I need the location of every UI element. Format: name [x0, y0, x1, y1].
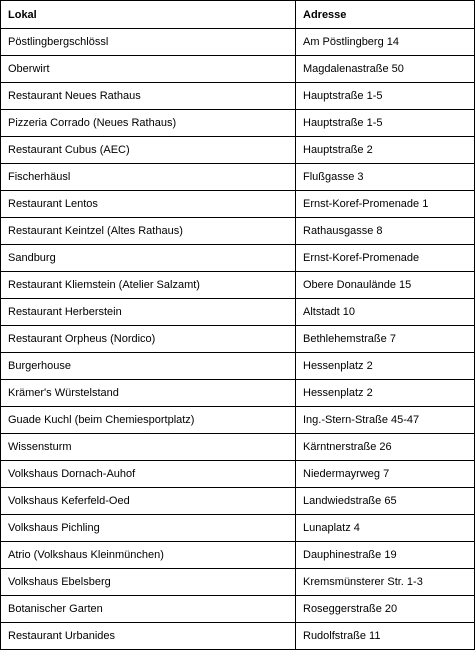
cell-lokal: Volkshaus Keferfeld-Oed: [1, 488, 296, 515]
cell-adresse: Rathausgasse 8: [296, 218, 475, 245]
cell-lokal: Restaurant Urbanides: [1, 623, 296, 650]
table-row: [1, 623, 475, 650]
table-row: [1, 407, 475, 434]
cell-lokal: Volkshaus Ebelsberg: [1, 569, 296, 596]
cell-lokal: Volkshaus Pichling: [1, 515, 296, 542]
cell-lokal: Wissensturm: [1, 434, 296, 461]
table-row: [1, 434, 475, 461]
cell-adresse: Hessenplatz 2: [296, 353, 475, 380]
cell-lokal: Fischerhäusl: [1, 164, 296, 191]
cell-lokal: Botanischer Garten: [1, 596, 296, 623]
cell-adresse: Altstadt 10: [296, 299, 475, 326]
cell-adresse: Bethlehemstraße 7: [296, 326, 475, 353]
table-row: [1, 515, 475, 542]
table-row: [1, 299, 475, 326]
cell-lokal: Restaurant Neues Rathaus: [1, 83, 296, 110]
cell-adresse: Hessenplatz 2: [296, 380, 475, 407]
cell-adresse: Rudolfstraße 11: [296, 623, 475, 650]
cell-adresse: Obere Donaulände 15: [296, 272, 475, 299]
cell-adresse: Magdalenastraße 50: [296, 56, 475, 83]
cell-adresse: Kärntnerstraße 26: [296, 434, 475, 461]
cell-lokal: Pöstlingbergschlössl: [1, 29, 296, 56]
table-header-row: [1, 1, 475, 29]
cell-lokal: Volkshaus Dornach-Auhof: [1, 461, 296, 488]
table-row: [1, 569, 475, 596]
table-row: [1, 326, 475, 353]
header-lokal: Lokal: [1, 1, 296, 29]
cell-lokal: Burgerhouse: [1, 353, 296, 380]
table-row: [1, 110, 475, 137]
table-row: [1, 218, 475, 245]
cell-adresse: Hauptstraße 1-5: [296, 110, 475, 137]
table-row: [1, 29, 475, 56]
cell-lokal: Restaurant Lentos: [1, 191, 296, 218]
cell-lokal: Atrio (Volkshaus Kleinmünchen): [1, 542, 296, 569]
table-row: [1, 272, 475, 299]
table-row: [1, 596, 475, 623]
cell-lokal: Guade Kuchl (beim Chemiesportplatz): [1, 407, 296, 434]
cell-adresse: Dauphinestraße 19: [296, 542, 475, 569]
cell-adresse: Ernst-Koref-Promenade: [296, 245, 475, 272]
cell-adresse: Landwiedstraße 65: [296, 488, 475, 515]
cell-lokal: Restaurant Keintzel (Altes Rathaus): [1, 218, 296, 245]
cell-adresse: Hauptstraße 2: [296, 137, 475, 164]
table-row: [1, 353, 475, 380]
cell-adresse: Hauptstraße 1-5: [296, 83, 475, 110]
table-row: [1, 83, 475, 110]
cell-lokal: Oberwirt: [1, 56, 296, 83]
cell-adresse: Roseggerstraße 20: [296, 596, 475, 623]
header-adresse: Adresse: [296, 1, 475, 29]
table-row: [1, 488, 475, 515]
cell-adresse: Kremsmünsterer Str. 1-3: [296, 569, 475, 596]
cell-adresse: Flußgasse 3: [296, 164, 475, 191]
cell-lokal: Restaurant Herberstein: [1, 299, 296, 326]
table-row: [1, 542, 475, 569]
cell-adresse: Ing.-Stern-Straße 45-47: [296, 407, 475, 434]
table-row: [1, 56, 475, 83]
table-row: [1, 245, 475, 272]
cell-lokal: Krämer's Würstelstand: [1, 380, 296, 407]
cell-adresse: Ernst-Koref-Promenade 1: [296, 191, 475, 218]
cell-lokal: Sandburg: [1, 245, 296, 272]
cell-adresse: Am Pöstlingberg 14: [296, 29, 475, 56]
table-row: [1, 164, 475, 191]
cell-lokal: Pizzeria Corrado (Neues Rathaus): [1, 110, 296, 137]
cell-adresse: Lunaplatz 4: [296, 515, 475, 542]
cell-adresse: Niedermayrweg 7: [296, 461, 475, 488]
cell-lokal: Restaurant Kliemstein (Atelier Salzamt): [1, 272, 296, 299]
table-row: [1, 191, 475, 218]
cell-lokal: Restaurant Orpheus (Nordico): [1, 326, 296, 353]
table-row: [1, 461, 475, 488]
cell-lokal: Restaurant Cubus (AEC): [1, 137, 296, 164]
table-row: [1, 137, 475, 164]
table-row: [1, 380, 475, 407]
